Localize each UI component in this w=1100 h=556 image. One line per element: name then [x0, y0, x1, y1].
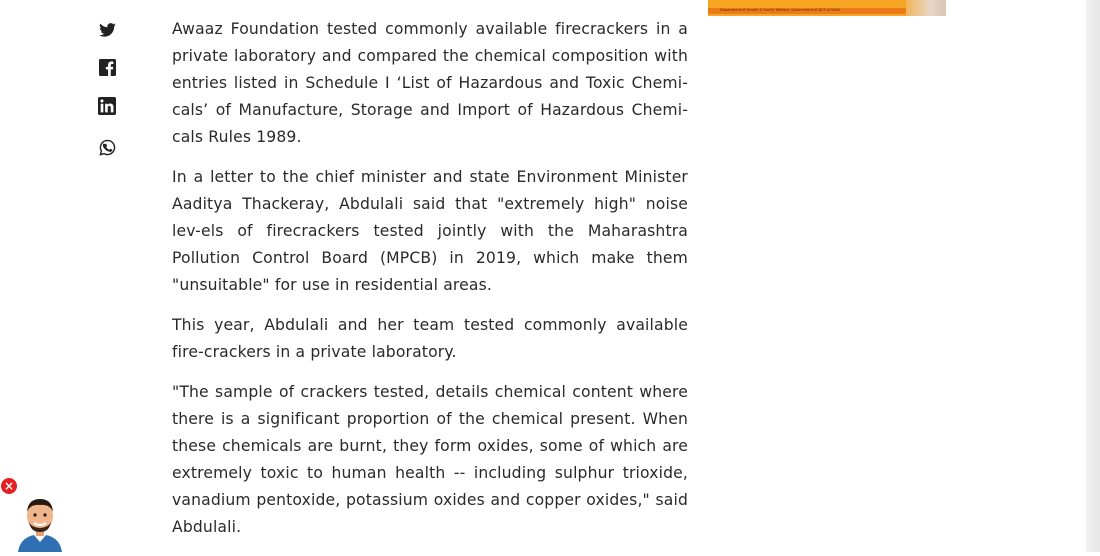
facebook-icon[interactable]	[96, 56, 118, 78]
close-icon[interactable]: ×	[1, 478, 17, 494]
twitter-icon[interactable]	[96, 19, 118, 41]
article-paragraph: Awaaz Foundation tested commonly available firecrackers in a private laboratory and compared the chemical composition with entries listed in Schedule I ‘List of Hazardous and Toxic Chemi-cals’ of Manufacture, Storage and Import of Hazardous Chemi-cals Rules 1989.	[172, 20, 688, 146]
article-paragraph: This year, Abdulali and her team tested commonly available fire-crackers in a private laboratory.	[172, 316, 688, 361]
article-body	[172, 16, 688, 554]
chat-avatar[interactable]	[14, 494, 66, 552]
scrollbar[interactable]	[1086, 0, 1100, 552]
article-paragraph: "The sample of crackers tested, details chemical content where there is a significant proportion of the chemical present. When these chemicals are burnt, they form oxides, some of which are extremely toxic to human health -- including sulphur trioxide, vanadium pentoxide, potassium oxides and copper oxides," said Abdulali.	[172, 383, 688, 536]
linkedin-icon[interactable]	[96, 95, 118, 117]
whatsapp-icon[interactable]	[96, 136, 118, 158]
chat-widget[interactable]	[0, 476, 70, 552]
ad-person-image	[906, 0, 946, 16]
ad-banner[interactable]	[708, 0, 946, 16]
article-paragraph: In a letter to the chief minister and state Environment Minister Aaditya Thackeray, Abdulali said that "extremely high" noise lev-els of firecrackers tested jointly with the Maharashtra Pollution Control Board (MPCB) in 2019, which make them "unsuitable" for use in residential areas.	[172, 168, 688, 294]
ad-caption: Department of Health & Family Welfare, Government of NCT of Delhi	[720, 8, 841, 12]
